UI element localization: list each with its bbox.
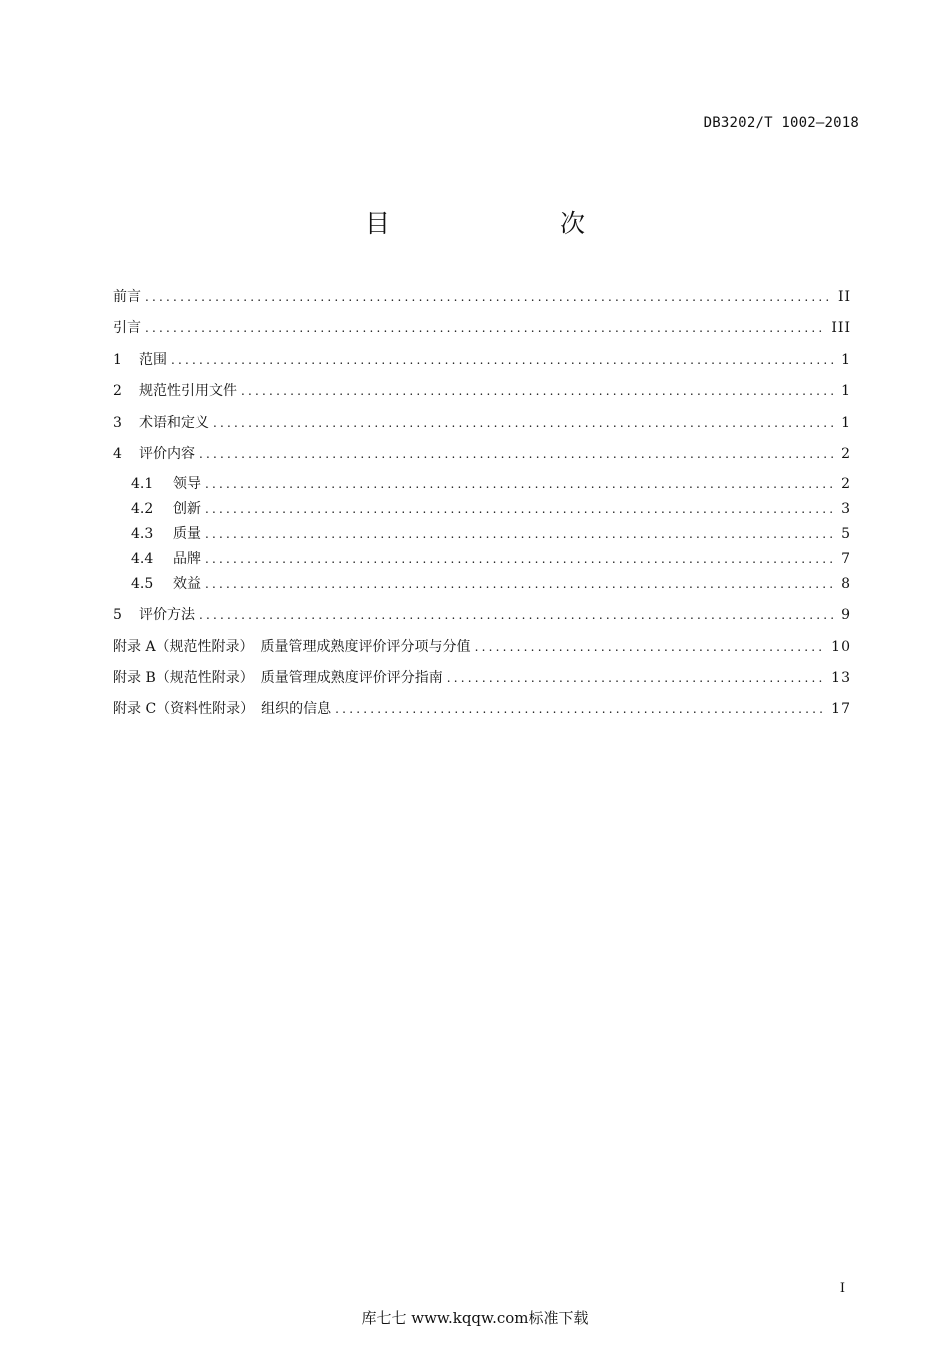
- toc-entry-label: 领导: [173, 476, 201, 492]
- toc-leader-dots: [205, 574, 835, 594]
- toc-leader-dots: [475, 637, 826, 657]
- toc-entry[interactable]: [131, 474, 851, 494]
- toc-leader-dots: [199, 444, 835, 464]
- toc-entry-number: 4.3: [131, 526, 154, 542]
- toc-leader-dots: [335, 699, 825, 719]
- toc-leader-dots: [241, 381, 835, 401]
- toc-entry[interactable]: [113, 381, 851, 401]
- toc-entry-label: 引言: [113, 320, 141, 336]
- toc-entry-label: 附录 B（规范性附录） 质量管理成熟度评价评分指南: [113, 670, 443, 686]
- toc-leader-dots: [213, 413, 835, 433]
- toc-leader-dots: [205, 524, 835, 544]
- toc-entry[interactable]: [113, 413, 851, 433]
- toc-entry-number: 4: [113, 446, 122, 462]
- toc-leader-dots: [145, 318, 825, 338]
- toc-entry-label: 品牌: [173, 551, 201, 567]
- toc-entry-label: 效益: [173, 576, 201, 592]
- toc-entry-page: 7: [841, 551, 851, 567]
- toc-entry-label: 附录 C（资料性附录） 组织的信息: [113, 701, 332, 717]
- toc-entry[interactable]: [113, 287, 851, 307]
- page-number: I: [839, 1281, 845, 1296]
- toc-entry-page: III: [831, 320, 851, 336]
- toc-entry-page: 17: [831, 701, 851, 717]
- toc-leader-dots: [205, 474, 835, 494]
- toc-entry-number: 2: [113, 383, 122, 399]
- toc-entry-label: 术语和定义: [139, 415, 209, 431]
- toc-entry-label: 创新: [173, 501, 201, 517]
- toc-leader-dots: [447, 668, 825, 688]
- toc-entry-page: 1: [841, 352, 851, 368]
- toc-leader-dots: [145, 287, 832, 307]
- standard-code: DB3202/T 1002—2018: [703, 115, 859, 131]
- toc-entry[interactable]: [113, 699, 851, 719]
- toc-entry-page: 3: [841, 501, 851, 517]
- toc-entry-number: 4.4: [131, 551, 154, 567]
- toc-entry[interactable]: [131, 574, 851, 594]
- toc-leader-dots: [205, 499, 835, 519]
- toc-entry-number: 4.2: [131, 501, 154, 517]
- footer-watermark: 库七七 www.kqqw.com标准下载: [361, 1309, 589, 1327]
- toc-entry[interactable]: [131, 499, 851, 519]
- toc-entry-page: 1: [841, 383, 851, 399]
- toc-entry[interactable]: [113, 637, 851, 657]
- toc-entry[interactable]: [113, 668, 851, 688]
- toc-entry-label: 前言: [113, 289, 141, 305]
- toc-leader-dots: [171, 350, 835, 370]
- toc-entry-label: 附录 A（规范性附录） 质量管理成熟度评价评分项与分值: [113, 639, 471, 655]
- toc-entry[interactable]: [113, 350, 851, 370]
- toc-entry-page: II: [837, 289, 851, 305]
- toc-leader-dots: [205, 549, 835, 569]
- toc-entry-number: 4.5: [131, 576, 154, 592]
- toc-entry-label: 评价方法: [139, 607, 195, 623]
- toc-entry-number: 3: [113, 415, 122, 431]
- toc-leader-dots: [199, 605, 835, 625]
- toc-entry[interactable]: [131, 549, 851, 569]
- toc-entry[interactable]: [113, 605, 851, 625]
- toc-entry-page: 2: [841, 446, 851, 462]
- toc-entry-number: 1: [113, 352, 122, 368]
- toc-entry-page: 8: [841, 576, 851, 592]
- toc-entry[interactable]: [131, 524, 851, 544]
- page-title: 目 次: [364, 209, 625, 238]
- toc-entry-label: 质量: [173, 526, 201, 542]
- toc-entry[interactable]: [113, 318, 851, 338]
- toc-entry-page: 9: [841, 607, 851, 623]
- toc-entry-number: 4.1: [131, 476, 154, 492]
- toc-entry-label: 规范性引用文件: [139, 383, 237, 399]
- toc-entry-page: 2: [841, 476, 851, 492]
- toc-entry-page: 13: [831, 670, 851, 686]
- toc-entry[interactable]: [113, 444, 851, 464]
- toc-entry-page: 1: [841, 415, 851, 431]
- toc-entry-page: 5: [841, 526, 851, 542]
- toc-entry-number: 5: [113, 607, 122, 623]
- toc-entry-page: 10: [831, 639, 851, 655]
- toc-entry-label: 评价内容: [139, 446, 195, 462]
- toc-entry-label: 范围: [139, 352, 167, 368]
